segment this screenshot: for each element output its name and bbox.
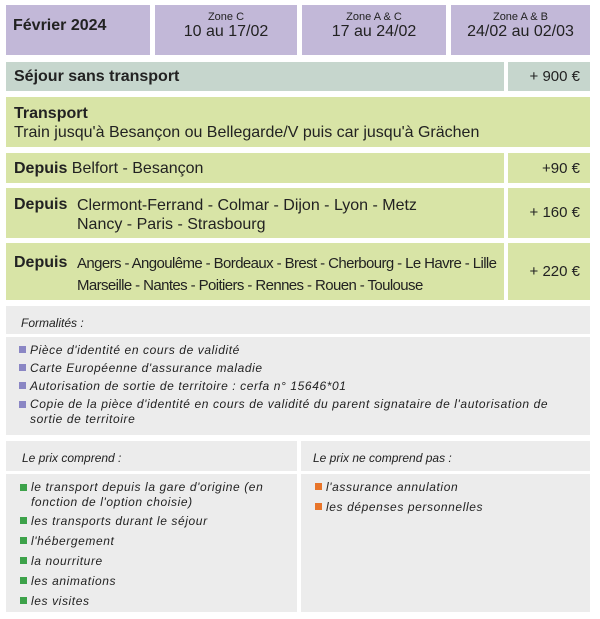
- formalites-item-text: Copie de la pièce d'identité en cours de validité du parent signataire de l'autorisation de sortie de territoire: [30, 397, 549, 426]
- depuis-price-clermont: + 160 €: [508, 188, 590, 238]
- square-bullet-icon: [20, 537, 27, 544]
- sejour-label: Séjour sans transport: [14, 68, 180, 85]
- depuis-cities-line1: Clermont-Ferrand - Colmar - Dijon - Lyon - Metz: [77, 197, 417, 214]
- ne-comprend-pas-title-bar: [301, 441, 590, 471]
- ne-comprend-pas-item: [315, 500, 584, 515]
- depuis-row-belfort: [6, 153, 504, 183]
- comprend-item-text: les transports durant le séjour: [31, 514, 208, 528]
- comprend-item: [20, 554, 291, 569]
- formalites-item-text: Autorisation de sortie de territoire : cerfa n° 15646*01: [30, 379, 347, 393]
- zone-label: Zone A & B: [492, 11, 549, 23]
- transport-block: [6, 97, 590, 147]
- transport-description: Train jusqu'à Besançon ou Bellegarde/V puis car jusqu'à Grächen: [14, 124, 480, 141]
- formalites-item: [19, 397, 580, 427]
- zone-ac-header: [302, 5, 446, 55]
- ne-comprend-pas-item-text: l'assurance annulation: [326, 480, 459, 494]
- square-bullet-icon: [19, 401, 26, 408]
- square-bullet-icon: [20, 484, 27, 491]
- depuis-cities-line2: Nancy - Paris - Strasbourg: [77, 216, 266, 233]
- depuis-prefix: Depuis: [14, 196, 68, 213]
- depuis-prefix: Depuis: [14, 254, 68, 271]
- square-bullet-icon: [20, 557, 27, 564]
- zone-dates: 10 au 17/02: [183, 23, 269, 40]
- comprend-item-text: les visites: [31, 594, 90, 608]
- zone-ab-header: [451, 5, 590, 55]
- comprend-item: [20, 594, 291, 609]
- ne-comprend-pas-item: [315, 480, 584, 495]
- formalites-item-text: Carte Européenne d'assurance maladie: [30, 361, 263, 375]
- formalites-item: [19, 379, 580, 394]
- square-bullet-icon: [20, 597, 27, 604]
- depuis-prefix: Depuis: [14, 160, 68, 177]
- comprend-list: [6, 474, 297, 612]
- comprend-item-text: le transport depuis la gare d'origine (en fonction de l'option choisie): [31, 480, 264, 509]
- square-bullet-icon: [19, 364, 26, 371]
- transport-title: Transport: [14, 105, 88, 122]
- comprend-item-text: la nourriture: [31, 554, 103, 568]
- ne-comprend-pas-list: [301, 474, 590, 612]
- formalites-item-text: Pièce d'identité en cours de validité: [30, 343, 240, 357]
- zone-label: Zone A & C: [346, 11, 402, 23]
- comprend-item-text: l'hébergement: [31, 534, 115, 548]
- zone-dates: 24/02 au 02/03: [467, 23, 574, 40]
- depuis-row-angers: [6, 243, 504, 300]
- depuis-cities: Belfort - Besançon: [71, 160, 204, 177]
- formalites-list: [6, 337, 590, 435]
- formalites-title-bar: [6, 306, 590, 334]
- formalites-title: Formalités :: [21, 316, 84, 330]
- square-bullet-icon: [315, 503, 322, 510]
- sejour-row: [6, 62, 504, 91]
- depuis-cities-line2: Marseille - Nantes - Poitiers - Rennes - Rouen - Toulouse: [77, 277, 423, 294]
- month-label: Février 2024: [13, 17, 107, 34]
- zone-c-header: [155, 5, 297, 55]
- square-bullet-icon: [315, 483, 322, 490]
- square-bullet-icon: [20, 577, 27, 584]
- depuis-cities-line1: Angers - Angoulême - Bordeaux - Brest - Cherbourg - Le Havre - Lille: [77, 255, 497, 272]
- comprend-item: [20, 480, 291, 510]
- ne-comprend-pas-item-text: les dépenses personnelles: [326, 500, 484, 514]
- formalites-item: [19, 361, 580, 376]
- square-bullet-icon: [20, 517, 27, 524]
- comprend-item: [20, 574, 291, 589]
- depuis-row-clermont: [6, 188, 504, 238]
- formalites-item: [19, 343, 580, 358]
- depuis-price-belfort: +90 €: [508, 153, 590, 183]
- comprend-item: [20, 534, 291, 549]
- comprend-title: Le prix comprend :: [22, 451, 122, 465]
- ne-comprend-pas-title: Le prix ne comprend pas :: [313, 451, 452, 465]
- month-header: [6, 5, 150, 55]
- zone-label: Zone C: [207, 11, 245, 23]
- comprend-title-bar: [6, 441, 297, 471]
- comprend-item-text: les animations: [31, 574, 117, 588]
- square-bullet-icon: [19, 346, 26, 353]
- square-bullet-icon: [19, 382, 26, 389]
- depuis-price-angers: + 220 €: [508, 243, 590, 300]
- sejour-price: + 900 €: [508, 62, 590, 91]
- comprend-item: [20, 514, 291, 529]
- zone-dates: 17 au 24/02: [331, 23, 417, 40]
